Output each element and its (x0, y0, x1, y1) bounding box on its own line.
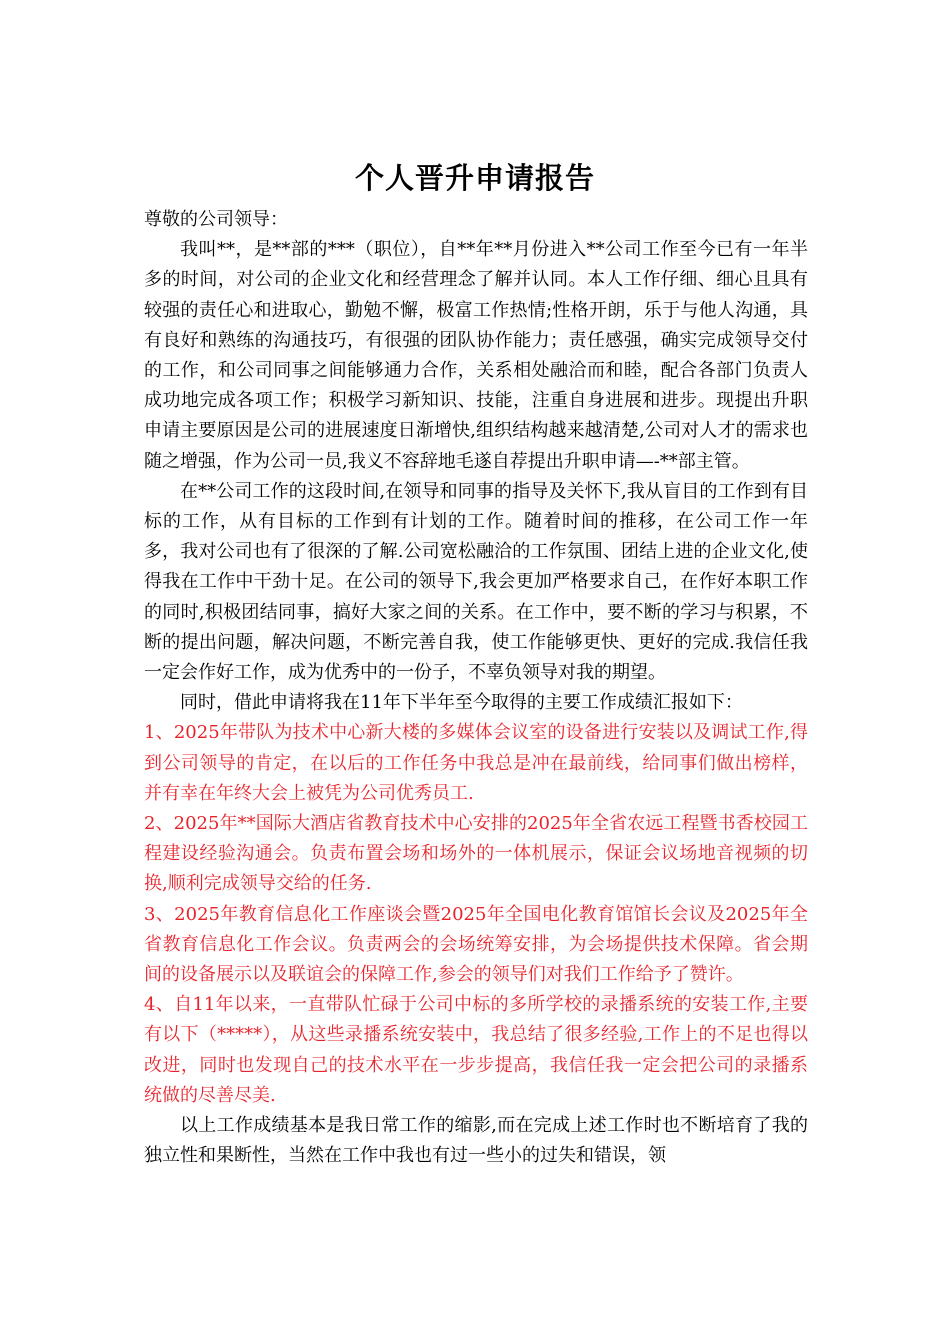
paragraph-achievements-lead: 同时，借此申请将我在11年下半年至今取得的主要工作成绩汇报如下： (180, 692, 743, 714)
paragraph-closing: 以上工作成绩基本是我日常工作的缩影,而在完成上述工作时也不断培育了我的独立性和果断性，当然在工作中我也有过一些小的过失和错误，领 (144, 1115, 808, 1167)
document-title: 个人晋升申请报告 (354, 161, 595, 195)
paragraph-experience: 在**公司工作的这段时间,在领导和同事的指导及关怀下,我从盲目的工作到有目标的工作，从有目标的工作到有计划的工作。随着时间的推移，在公司工作一年多，我对公司也有了很深的了解.公司宽松融洽的工作氛围、团结上进的企业文化,使得我在工作中干劲十足。在公司的领导下,我会更加严格要求自己，在作好本职工作的同时,积极团结同事，搞好大家之间的关系。在工作中，要不断的学习与积累，不断的提出问题，解决问题，不断完善自我，使工作能够更快、更好的完成.我信任我一定会作好工作，成为优秀中的一份子，不辜负领导对我的期望。 (144, 480, 808, 684)
achievement-item-1: 1、2025年带队为技术中心新大楼的多媒体会议室的设备进行安装以及调试工作,得到公司领导的肯定，在以后的工作任务中我总是冲在最前线，给同事们做出榜样，并有幸在年终大会上被凭为公司优秀员工. (144, 722, 808, 804)
achievement-item-3: 3、2025年教育信息化工作座谈会暨2025年全国电化教育馆馆长会议及2025年全省教育信息化工作会议。负责两会的会场统筹安排，为会场提供技术保障。省会期间的设备展示以及联谊会的保障工作,参会的领导们对我们工作给予了赞许。 (144, 903, 808, 986)
document-body (144, 205, 808, 1172)
achievement-item-2: 2、2025年**国际大酒店省教育技术中心安排的2025年全省农远工程暨书香校园工程建设经验沟通会。负责布置会场和场外的一体机展示，保证会议场地音视频的切换,顺利完成领导交给的任务. (144, 813, 808, 895)
paragraph-intro: 我叫**，是**部的***（职位），自**年**月份进入**公司工作至今已有一年半多的时间，对公司的企业文化和经营理念了解并认同。本人工作仔细、细心且具有较强的责任心和进取心，勤勉不懈，极富工作热情;性格开朗，乐于与他人沟通，具有良好和熟练的沟通技巧，有很强的团队协作能力；责任感强，确实完成领导交付的工作，和公司同事之间能够通力合作，关系相处融洽而和睦，配合各部门负责人成功地完成各项工作；积极学习新知识、技能，注重自身进展和进步。现提出升职申请主要原因是公司的进展速度日渐增快,组织结构越来越清楚,公司对人才的需求也随之增强，作为公司一员,我义不容辞地毛遂自荐提出升职申请—-**部主管。 (144, 239, 808, 472)
salutation: 尊敬的公司领导： (144, 209, 288, 230)
achievement-item-4: 4、自11年以来，一直带队忙碌于公司中标的多所学校的录播系统的安装工作,主要有以下（*****），从这些录播系统安装中，我总结了很多经验,工作上的不足也得以改进，同时也发现自己的技术水平在一步步提高，我信任我一定会把公司的录播系统做的尽善尽美. (144, 994, 808, 1106)
